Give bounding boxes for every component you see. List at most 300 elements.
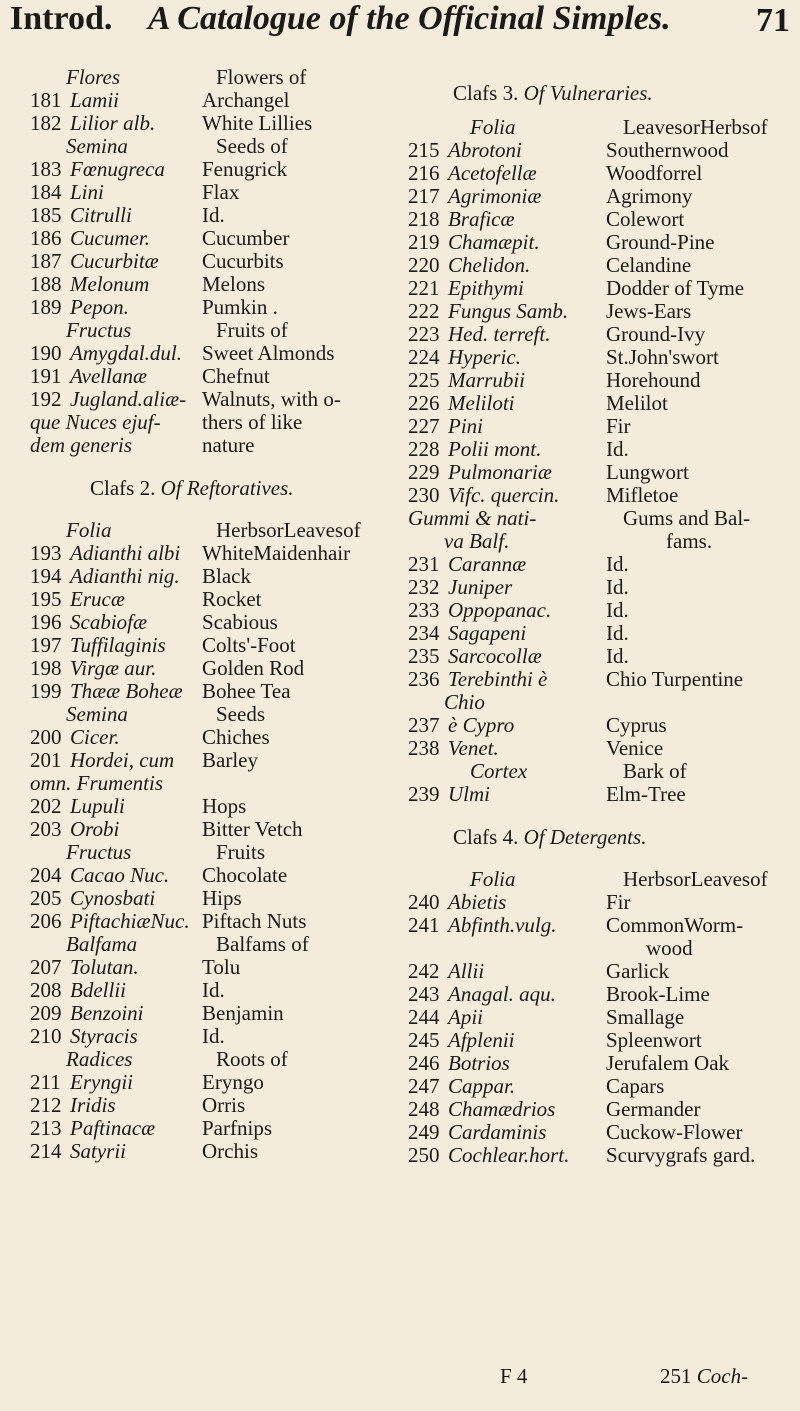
entry-number: 225 <box>408 368 440 392</box>
english-name: thers of like <box>202 410 303 434</box>
english-name: Cyprus <box>606 713 667 737</box>
english-name: Venice <box>606 736 664 760</box>
english-name: Cucurbits <box>202 249 284 273</box>
section-heading <box>408 116 793 139</box>
english-name: Colewort <box>606 207 685 231</box>
entry-number: 240 <box>408 890 440 914</box>
catalogue-entry <box>30 1002 400 1025</box>
english-name: Dodder of Tyme <box>606 276 745 300</box>
english-name: Chefnut <box>202 364 270 388</box>
latin-name: Iridis <box>70 1093 116 1117</box>
latin-name: Adianthi nig. <box>70 564 180 588</box>
latin-name: Citrulli <box>70 203 132 227</box>
english-name: Black <box>202 564 251 588</box>
section-heading <box>30 841 400 864</box>
catalogue-entry <box>30 434 400 457</box>
catalogue-entry <box>408 438 793 461</box>
entry-number: 208 <box>30 978 62 1002</box>
english-name: Hops <box>202 794 247 818</box>
entry-number: 224 <box>408 345 440 369</box>
class-heading <box>30 465 400 511</box>
english-name: Gums and Bal- <box>623 506 751 530</box>
entry-number: 216 <box>408 161 440 185</box>
english-name: Bitter Vetch <box>202 817 303 841</box>
catalogue-entry <box>30 956 400 979</box>
catalogue-entry <box>408 461 793 484</box>
catalogue-entry <box>408 231 793 254</box>
english-name: Ground-Ivy <box>606 322 706 346</box>
catalogue-entry <box>408 1121 793 1144</box>
latin-name: va Balf. <box>444 529 510 553</box>
latin-name: Terebinthi è <box>448 667 548 691</box>
entry-number: 242 <box>408 959 440 983</box>
entry-number: 211 <box>30 1070 61 1094</box>
entry-number: 237 <box>408 713 440 737</box>
section-heading <box>408 760 793 783</box>
latin-name: Folia <box>66 518 112 542</box>
english-name: Eryngo <box>202 1070 264 1094</box>
entry-number: 215 <box>408 138 440 162</box>
english-name: Pumkin . <box>202 295 278 319</box>
catalogue-entry <box>30 1140 400 1163</box>
latin-name: Lupuli <box>70 794 125 818</box>
english-name: Fruits <box>216 840 266 864</box>
entry-number: 229 <box>408 460 440 484</box>
catalogue-entry <box>408 1098 793 1121</box>
section-heading <box>30 135 400 158</box>
latin-name: Benzoini <box>70 1001 144 1025</box>
latin-name: Chelidon. <box>448 253 531 277</box>
latin-name: Cappar. <box>448 1074 516 1098</box>
latin-name: Amygdal.dul. <box>70 341 182 365</box>
english-name: nature <box>202 433 255 457</box>
english-name: HerbsorLeavesof <box>623 867 768 891</box>
latin-name: Thææ Boheæ <box>70 679 183 703</box>
catalogue-entry <box>30 864 400 887</box>
english-name: Tolu <box>202 955 241 979</box>
english-name: WhiteMaidenhair <box>202 541 351 565</box>
right-column <box>408 70 793 1167</box>
section-heading <box>30 933 400 956</box>
catalogue-entry <box>408 983 793 1006</box>
latin-name: PiftachiæNuc. <box>70 909 190 933</box>
catalogue-entry <box>30 910 400 933</box>
english-name: Id. <box>606 552 629 576</box>
catalogue-entry <box>408 415 793 438</box>
catalogue-entry <box>408 1052 793 1075</box>
class-heading <box>408 70 793 116</box>
page-number: 71 <box>756 2 790 39</box>
english-name: Garlick <box>606 959 669 983</box>
catalogue-entry <box>408 507 793 530</box>
entry-number: 207 <box>30 955 62 979</box>
latin-name: que Nuces ejuf- <box>30 410 161 434</box>
english-name: Spleenwort <box>606 1028 702 1052</box>
catchword-number: 251 <box>660 1364 692 1388</box>
latin-name: Abfinth.vulg. <box>448 913 557 937</box>
catalogue-entry <box>30 89 400 112</box>
entry-number: 243 <box>408 982 440 1006</box>
catalogue-entry <box>408 277 793 300</box>
entry-number: 202 <box>30 794 62 818</box>
english-name: fams. <box>666 529 713 553</box>
english-name: Id. <box>202 978 225 1002</box>
catalogue-entry <box>408 691 793 714</box>
latin-name: Apii <box>448 1005 483 1029</box>
catalogue-entry <box>408 645 793 668</box>
latin-name: Lilior alb. <box>70 111 156 135</box>
catalogue-entry <box>30 772 400 795</box>
latin-name: Flores <box>66 65 121 89</box>
catalogue-entry <box>408 891 793 914</box>
catalogue-entry <box>30 342 400 365</box>
entry-number: 196 <box>30 610 62 634</box>
entry-number: 195 <box>30 587 62 611</box>
entry-number: 199 <box>30 679 62 703</box>
english-name: Id. <box>202 203 225 227</box>
latin-name: Hordei, cum <box>70 748 175 772</box>
entry-number: 184 <box>30 180 62 204</box>
entry-number: 205 <box>30 886 62 910</box>
entry-number: 188 <box>30 272 62 296</box>
class-label: Clafs 2. <box>90 476 156 500</box>
entry-number: 198 <box>30 656 62 680</box>
latin-name: Chamæpit. <box>448 230 540 254</box>
catalogue-entry <box>30 634 400 657</box>
latin-name: omn. Frumentis <box>30 771 163 795</box>
catalogue-entry <box>408 668 793 691</box>
latin-name: Jugland.aliæ- <box>70 387 187 411</box>
entry-number: 200 <box>30 725 62 749</box>
class-title: Of Vulneraries. <box>523 81 653 105</box>
catalogue-entry <box>30 250 400 273</box>
entry-number: 183 <box>30 157 62 181</box>
latin-name: Adianthi albi <box>70 541 181 565</box>
class-heading <box>408 814 793 860</box>
entry-number: 231 <box>408 552 440 576</box>
catalogue-entry <box>30 273 400 296</box>
latin-name: Pulmonariæ <box>448 460 552 484</box>
catalogue-entry <box>30 542 400 565</box>
english-name: Seeds of <box>216 134 288 158</box>
catalogue-entry <box>408 254 793 277</box>
english-name: Orchis <box>202 1139 258 1163</box>
latin-name: Botrios <box>448 1051 510 1075</box>
catalogue-entry <box>408 576 793 599</box>
catalogue-entry <box>408 323 793 346</box>
entry-number: 209 <box>30 1001 62 1025</box>
latin-name: Semina <box>66 134 128 158</box>
catalogue-entry <box>408 1144 793 1167</box>
english-name: Chiches <box>202 725 270 749</box>
english-name: Smallage <box>606 1005 685 1029</box>
section-heading <box>30 703 400 726</box>
latin-name: Sarcocollæ <box>448 644 542 668</box>
catalogue-entry <box>30 565 400 588</box>
latin-name: Abietis <box>448 890 507 914</box>
section-heading <box>30 319 400 342</box>
catalogue-entry <box>408 185 793 208</box>
english-name: Elm-Tree <box>606 782 686 806</box>
entry-number: 230 <box>408 483 440 507</box>
header-title: A Catalogue of the Officinal Simples. <box>148 0 671 37</box>
english-name: Id. <box>606 437 629 461</box>
entry-number: 238 <box>408 736 440 760</box>
latin-name: Pini <box>448 414 483 438</box>
entry-number: 249 <box>408 1120 440 1144</box>
entry-number: 185 <box>30 203 62 227</box>
entry-number: 219 <box>408 230 440 254</box>
catchword <box>660 1364 748 1389</box>
latin-name: Folia <box>470 867 516 891</box>
entry-number: 210 <box>30 1024 62 1048</box>
catalogue-entry <box>30 411 400 434</box>
english-name: Parfnips <box>202 1116 272 1140</box>
section-heading <box>30 1048 400 1071</box>
catalogue-entry <box>408 737 793 760</box>
signature-mark: F 4 <box>500 1364 528 1388</box>
latin-name: Abrotoni <box>448 138 522 162</box>
entry-number: 189 <box>30 295 62 319</box>
catalogue-entry <box>30 1094 400 1117</box>
english-name: Cuckow-Flower <box>606 1120 743 1144</box>
latin-name: Fungus Samb. <box>448 299 569 323</box>
english-name: Golden Rod <box>202 656 305 680</box>
catalogue-entry <box>30 657 400 680</box>
latin-name: Hed. terreft. <box>448 322 551 346</box>
entry-number: 213 <box>30 1116 62 1140</box>
english-name: Celandine <box>606 253 692 277</box>
entry-number: 248 <box>408 1097 440 1121</box>
english-name: Woodforrel <box>606 161 703 185</box>
catalogue-entry <box>408 530 793 553</box>
english-name: Cucumber <box>202 226 290 250</box>
latin-name: Marrubii <box>448 368 526 392</box>
latin-name: Styracis <box>70 1024 138 1048</box>
catalogue-entry <box>408 369 793 392</box>
english-name: Southernwood <box>606 138 729 162</box>
english-name: Fir <box>606 414 631 438</box>
latin-name: Semina <box>66 702 128 726</box>
latin-name: Gummi & nati- <box>408 506 537 530</box>
latin-name: è Cypro <box>448 713 515 737</box>
catalogue-entry <box>30 818 400 841</box>
catalogue-entry <box>408 1075 793 1098</box>
catalogue-entry <box>30 181 400 204</box>
entry-number: 182 <box>30 111 62 135</box>
latin-name: Bdellii <box>70 978 126 1002</box>
entry-number: 228 <box>408 437 440 461</box>
english-name: Flax <box>202 180 240 204</box>
catalogue-entry <box>30 1025 400 1048</box>
entry-number: 220 <box>408 253 440 277</box>
entry-number: 247 <box>408 1074 440 1098</box>
catalogue-entry <box>30 204 400 227</box>
english-name: Chocolate <box>202 863 288 887</box>
section-heading <box>30 66 400 89</box>
latin-name: Scabiofæ <box>70 610 147 634</box>
english-name: Germander <box>606 1097 701 1121</box>
entry-number: 181 <box>30 88 62 112</box>
english-name: Id. <box>606 621 629 645</box>
catalogue-entry <box>30 887 400 910</box>
latin-name: Fœnugreca <box>70 157 165 181</box>
english-name: Piftach Nuts <box>202 909 307 933</box>
english-name: Horehound <box>606 368 701 392</box>
english-name: Scurvygrafs gard. <box>606 1143 756 1167</box>
entry-number: 241 <box>408 913 440 937</box>
latin-name: Chamædrios <box>448 1097 556 1121</box>
english-name: Barley <box>202 748 258 772</box>
catalogue-entry <box>30 1117 400 1140</box>
english-name: Id. <box>606 598 629 622</box>
entry-number: 236 <box>408 667 440 691</box>
page-header <box>10 0 790 42</box>
entry-number: 226 <box>408 391 440 415</box>
entry-number: 234 <box>408 621 440 645</box>
latin-name: Avellanæ <box>70 364 147 388</box>
entry-number: 212 <box>30 1093 62 1117</box>
latin-name: Cacao Nuc. <box>70 863 170 887</box>
entry-number: 218 <box>408 207 440 231</box>
english-name: Sweet Almonds <box>202 341 335 365</box>
latin-name: Orobi <box>70 817 120 841</box>
catalogue-entry <box>30 611 400 634</box>
latin-name: Lini <box>70 180 104 204</box>
catalogue-entry <box>30 726 400 749</box>
latin-name: Cynosbati <box>70 886 156 910</box>
entry-number: 232 <box>408 575 440 599</box>
latin-name: Meliloti <box>448 391 515 415</box>
class-title: Of Detergents. <box>523 825 647 849</box>
catalogue-entry <box>30 112 400 135</box>
section-heading <box>408 868 793 891</box>
english-name: Agrimony <box>606 184 693 208</box>
entry-number: 235 <box>408 644 440 668</box>
english-name: Id. <box>202 1024 225 1048</box>
latin-name: Ulmi <box>448 782 490 806</box>
latin-name: Tuffilaginis <box>70 633 166 657</box>
latin-name: Cicer. <box>70 725 120 749</box>
latin-name: Juniper <box>448 575 513 599</box>
english-name: Scabious <box>202 610 278 634</box>
catalogue-entry <box>30 296 400 319</box>
latin-name: Eryngii <box>70 1070 133 1094</box>
catalogue-entry <box>408 208 793 231</box>
latin-name: Fructus <box>66 840 132 864</box>
catalogue-entry <box>408 622 793 645</box>
catalogue-entry <box>408 937 793 960</box>
english-name: wood <box>646 936 693 960</box>
latin-name: Pepon. <box>70 295 129 319</box>
catalogue-entry <box>408 392 793 415</box>
catalogue-entry <box>408 714 793 737</box>
catalogue-entry <box>408 300 793 323</box>
catalogue-entry <box>408 162 793 185</box>
latin-name: Paftinacæ <box>70 1116 156 1140</box>
english-name: Bohee Tea <box>202 679 291 703</box>
entry-number: 217 <box>408 184 440 208</box>
latin-name: Folia <box>470 115 516 139</box>
latin-name: Cardaminis <box>448 1120 547 1144</box>
catalogue-entry <box>408 599 793 622</box>
english-name: Jews-Ears <box>606 299 692 323</box>
header-section: Introd. <box>10 0 113 37</box>
catalogue-entry <box>30 795 400 818</box>
latin-name: Epithymi <box>448 276 524 300</box>
class-label: Clafs 3. <box>453 81 519 105</box>
entry-number: 187 <box>30 249 62 273</box>
latin-name: Vifc. quercin. <box>448 483 560 507</box>
english-name: Seeds <box>216 702 265 726</box>
english-name: Flowers of <box>216 65 307 89</box>
entry-number: 203 <box>30 817 62 841</box>
latin-name: Cucumer. <box>70 226 150 250</box>
catchword-text: Coch- <box>696 1364 749 1388</box>
english-name: Capars <box>606 1074 665 1098</box>
latin-name: Acetofellæ <box>448 161 537 185</box>
entry-number: 221 <box>408 276 440 300</box>
entry-number: 244 <box>408 1005 440 1029</box>
entry-number: 222 <box>408 299 440 323</box>
latin-name: Radices <box>66 1047 133 1071</box>
class-label: Clafs 4. <box>453 825 519 849</box>
entry-number: 245 <box>408 1028 440 1052</box>
entry-number: 214 <box>30 1139 62 1163</box>
latin-name: Chio <box>444 690 485 714</box>
catalogue-entry <box>408 960 793 983</box>
entry-number: 190 <box>30 341 62 365</box>
latin-name: Carannæ <box>448 552 527 576</box>
left-column <box>30 66 400 1163</box>
catalogue-entry <box>30 158 400 181</box>
latin-name: Lamii <box>70 88 120 112</box>
english-name: Hips <box>202 886 242 910</box>
entry-number: 246 <box>408 1051 440 1075</box>
latin-name: Sagapeni <box>448 621 527 645</box>
english-name: Lungwort <box>606 460 689 484</box>
entry-number: 227 <box>408 414 440 438</box>
catalogue-entry <box>408 914 793 937</box>
catalogue-entry <box>408 553 793 576</box>
english-name: Id. <box>606 644 629 668</box>
english-name: Ground-Pine <box>606 230 715 254</box>
english-name: Orris <box>202 1093 246 1117</box>
latin-name: Braficæ <box>448 207 515 231</box>
latin-name: Tolutan. <box>70 955 139 979</box>
latin-name: Anagal. aqu. <box>448 982 556 1006</box>
entry-number: 206 <box>30 909 62 933</box>
entry-number: 186 <box>30 226 62 250</box>
latin-name: Cortex <box>470 759 528 783</box>
latin-name: Venet. <box>448 736 499 760</box>
latin-name: Cucurbitæ <box>70 249 159 273</box>
latin-name: Cochlear.hort. <box>448 1143 570 1167</box>
latin-name: Fructus <box>66 318 132 342</box>
english-name: CommonWorm- <box>606 913 744 937</box>
catalogue-entry <box>408 484 793 507</box>
catalogue-entry <box>30 979 400 1002</box>
latin-name: Afplenii <box>448 1028 515 1052</box>
english-name: Id. <box>606 575 629 599</box>
english-name: Rocket <box>202 587 262 611</box>
english-name: Colts'-Foot <box>202 633 296 657</box>
english-name: Melilot <box>606 391 668 415</box>
english-name: Benjamin <box>202 1001 284 1025</box>
catalogue-entry <box>408 139 793 162</box>
latin-name: Erucæ <box>70 587 125 611</box>
class-title: Of Reftoratives. <box>160 476 294 500</box>
